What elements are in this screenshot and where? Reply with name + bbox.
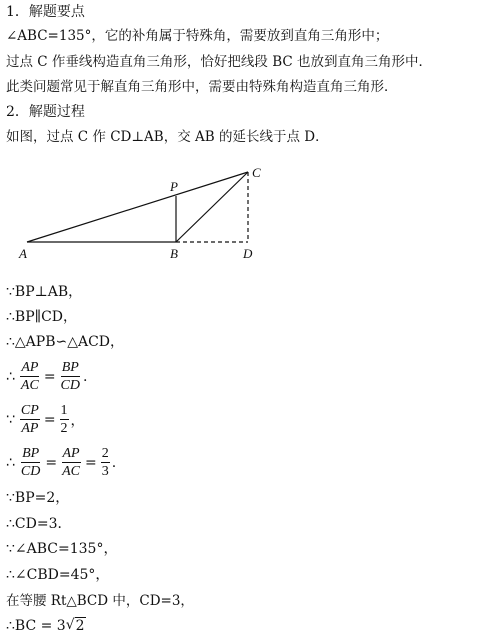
numerator: CP bbox=[20, 403, 39, 418]
denominator: AC bbox=[20, 378, 39, 393]
label-point-C: C bbox=[252, 165, 261, 180]
key-point-line-3: 此类问题常见于解直角三角形中，需要由特殊角构造直角三角形． bbox=[6, 79, 398, 95]
step-8: ∴CD=3． bbox=[6, 516, 72, 532]
denominator: 3 bbox=[101, 464, 109, 479]
punctuation: . bbox=[111, 454, 117, 471]
fraction-BP-CD bbox=[60, 360, 81, 393]
step-3: ∴△APB∽△ACD， bbox=[6, 334, 125, 350]
fraction-AP-AC bbox=[61, 446, 81, 479]
numerator: BP bbox=[61, 360, 79, 375]
equals-sign: = bbox=[43, 368, 56, 385]
denominator: AP bbox=[21, 421, 39, 436]
square-root bbox=[66, 617, 86, 634]
segment-BC bbox=[176, 172, 248, 242]
equals-sign: = bbox=[43, 411, 56, 428]
segment-AC bbox=[27, 172, 248, 242]
result-lhs: ∴BC = 3 bbox=[6, 617, 66, 634]
numerator: AP bbox=[62, 446, 80, 461]
denominator: AC bbox=[62, 464, 80, 479]
denominator: 2 bbox=[60, 421, 68, 436]
solution-intro-line: 如图，过点 C 作 CD⊥AB，交 AB 的延长线于点 D． bbox=[6, 129, 329, 145]
step-9: ∵∠ABC=135°， bbox=[6, 541, 118, 557]
denominator: CD bbox=[60, 378, 80, 393]
because-symbol: ∵ bbox=[6, 411, 15, 428]
fraction-AP-AC bbox=[20, 360, 40, 393]
step-11: 在等腰 Rt△BCD 中，CD=3， bbox=[6, 593, 194, 609]
numerator: 2 bbox=[101, 446, 109, 461]
numerator: 1 bbox=[60, 403, 68, 418]
geometry-figure bbox=[0, 160, 493, 280]
heading-key-points: 1．解题要点 bbox=[6, 4, 85, 20]
punctuation: ， bbox=[70, 412, 85, 429]
denominator: CD bbox=[20, 464, 41, 479]
step-7: ∵BP=2， bbox=[6, 490, 70, 506]
fraction-2-3 bbox=[101, 446, 110, 479]
label-point-D: D bbox=[243, 246, 253, 261]
numerator: BP bbox=[22, 446, 40, 461]
label-point-B: B bbox=[170, 246, 178, 261]
heading-solution-process: 2．解题过程 bbox=[6, 104, 85, 120]
step-6-ratio-chain bbox=[6, 446, 116, 479]
equals-sign: = bbox=[45, 454, 58, 471]
key-point-line-2: 过点 C 作垂线构造直角三角形，恰好把线段 BC 也放到直角三角形中． bbox=[6, 54, 432, 70]
radical-sign: √ bbox=[65, 617, 75, 633]
therefore-symbol: ∴ bbox=[6, 454, 15, 471]
key-point-line-1: ∠ABC=135°，它的补角属于特殊角，需要放到直角三角形中； bbox=[6, 28, 389, 44]
step-2: ∴BP∥CD， bbox=[6, 309, 78, 325]
therefore-symbol: ∴ bbox=[6, 368, 15, 385]
punctuation: . bbox=[83, 368, 88, 385]
equals-sign: = bbox=[85, 454, 97, 471]
step-1: ∵BP⊥AB， bbox=[6, 284, 83, 300]
label-point-A: A bbox=[19, 246, 27, 261]
fraction-1-2 bbox=[60, 403, 69, 436]
step-10: ∴∠CBD=45°， bbox=[6, 567, 110, 583]
step-5-ratio bbox=[6, 403, 85, 436]
step-4-proportion bbox=[6, 360, 87, 393]
fraction-CP-AP bbox=[20, 403, 40, 436]
fraction-BP-CD bbox=[20, 446, 41, 479]
numerator: AP bbox=[21, 360, 39, 375]
radicand: 2 bbox=[75, 618, 85, 634]
label-point-P: P bbox=[170, 179, 178, 194]
step-12-result bbox=[6, 617, 86, 634]
